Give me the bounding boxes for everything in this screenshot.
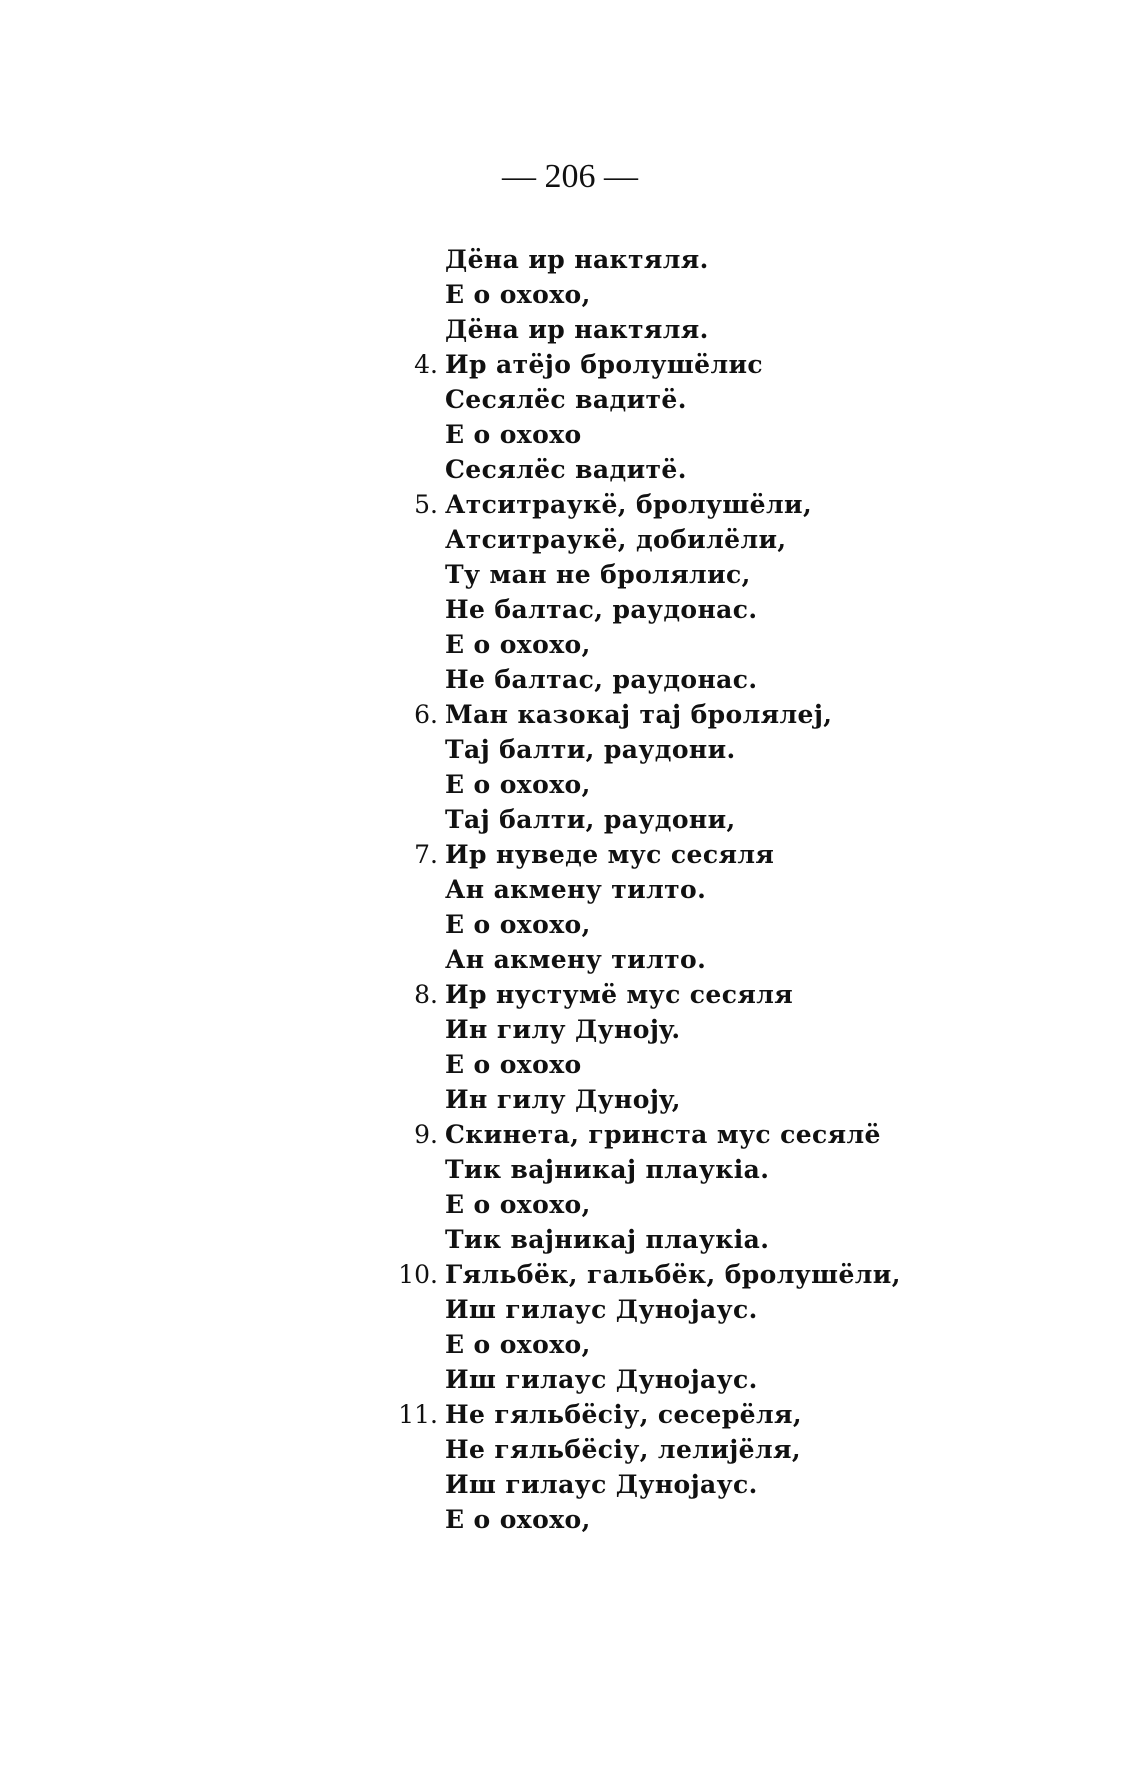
stanza-number: 11. [398, 1400, 438, 1429]
poem-line [360, 1257, 1020, 1292]
line-text: Скинета, гринста мус сесялё [445, 1120, 881, 1149]
line-text: Ту ман не бролялис, [445, 560, 751, 589]
poem-line [360, 1222, 1020, 1257]
line-text: Ир нуведе мус сесяля [445, 840, 775, 869]
poem-line [360, 557, 1020, 592]
poem-line [360, 837, 1020, 872]
page-number: — 206 — [502, 158, 638, 195]
line-text: Ин гилу Дунојy, [445, 1085, 681, 1114]
line-text: Дёна ир нактяля. [445, 315, 709, 344]
line-text: Гяльбёк, гальбёк, бролушёли, [445, 1260, 901, 1289]
poem-line [360, 452, 1020, 487]
line-text: Иш гилаус Дунојаус. [445, 1470, 758, 1499]
line-text: Е о охохо, [445, 630, 591, 659]
line-text: Иш гилаус Дунојаус. [445, 1365, 758, 1394]
poem-line [360, 1012, 1020, 1047]
poem-line [360, 662, 1020, 697]
line-text: Не гяльбёсіу, лелијёля, [445, 1435, 801, 1464]
poem-line [360, 872, 1020, 907]
line-text: Иш гилаус Дунојаус. [445, 1295, 758, 1324]
line-text: Ман казокај тај бролялеј, [445, 700, 833, 729]
poem-line [360, 1327, 1020, 1362]
stanza-number: 4. [414, 350, 438, 379]
line-text: Е о охохо, [445, 280, 591, 309]
line-text: Е о охохо, [445, 1505, 591, 1534]
line-text: Тик вајникај плаукіа. [445, 1225, 770, 1254]
line-text: Не балтас, раудонас. [445, 665, 758, 694]
poem-line [360, 1082, 1020, 1117]
line-text: Дёна ир нактяля. [445, 245, 709, 274]
poem-line [360, 1397, 1020, 1432]
line-text: Е о охохо [445, 1050, 582, 1079]
line-text: Тај балти, раудони, [445, 805, 736, 834]
stanza-number: 8. [414, 980, 438, 1009]
line-text: Не балтас, раудонас. [445, 595, 758, 624]
line-text: Ир нустумё мус сесяля [445, 980, 794, 1009]
line-text: Е о охохо, [445, 1190, 591, 1219]
poem-line [360, 977, 1020, 1012]
line-text: Не гяльбёсіу, сесерёля, [445, 1400, 802, 1429]
stanza-number: 9. [414, 1120, 438, 1149]
poem-line [360, 487, 1020, 522]
poem-line [360, 382, 1020, 417]
poem-line [360, 1187, 1020, 1222]
poem-line [360, 732, 1020, 767]
line-text: Атситраукё, добилёли, [445, 525, 787, 554]
line-text: Е о охохо [445, 420, 582, 449]
poem-line [360, 277, 1020, 312]
stanza-number: 7. [414, 840, 438, 869]
poem-line [360, 592, 1020, 627]
line-text: Ан акмену тилто. [445, 945, 707, 974]
poem-line [360, 417, 1020, 452]
poem-line [360, 347, 1020, 382]
line-text: Атситраукё, бролушёли, [445, 490, 813, 519]
line-text: Тај балти, раудони. [445, 735, 736, 764]
poem-line [360, 1152, 1020, 1187]
line-text: Тик вајникај плаукіа. [445, 1155, 770, 1184]
poem-line [360, 1292, 1020, 1327]
poem-line [360, 1502, 1020, 1537]
poem-line [360, 1117, 1020, 1152]
line-text: Е о охохо, [445, 1330, 591, 1359]
poem-line [360, 1467, 1020, 1502]
stanza-number: 10. [398, 1260, 438, 1289]
poem-line [360, 522, 1020, 557]
poem-line [360, 907, 1020, 942]
line-text: Е о охохо, [445, 770, 591, 799]
poem-line [360, 1047, 1020, 1082]
poem-line [360, 312, 1020, 347]
poem-line [360, 697, 1020, 732]
stanza-number: 6. [414, 700, 438, 729]
poem-line [360, 767, 1020, 802]
poem-line [360, 242, 1020, 277]
line-text: Е о охохо, [445, 910, 591, 939]
line-text: Сесялёс вадитё. [445, 455, 687, 484]
poem-line [360, 1432, 1020, 1467]
line-text: Ан акмену тилто. [445, 875, 707, 904]
line-text: Ир атёјо бролушёлис [445, 350, 764, 379]
poem-line [360, 627, 1020, 662]
stanza-number: 5. [414, 490, 438, 519]
poem-text [360, 242, 1020, 1537]
poem-line [360, 1362, 1020, 1397]
line-text: Сесялёс вадитё. [445, 385, 687, 414]
poem-line [360, 942, 1020, 977]
line-text: Ин гилу Дунојy. [445, 1015, 681, 1044]
poem-line [360, 802, 1020, 837]
